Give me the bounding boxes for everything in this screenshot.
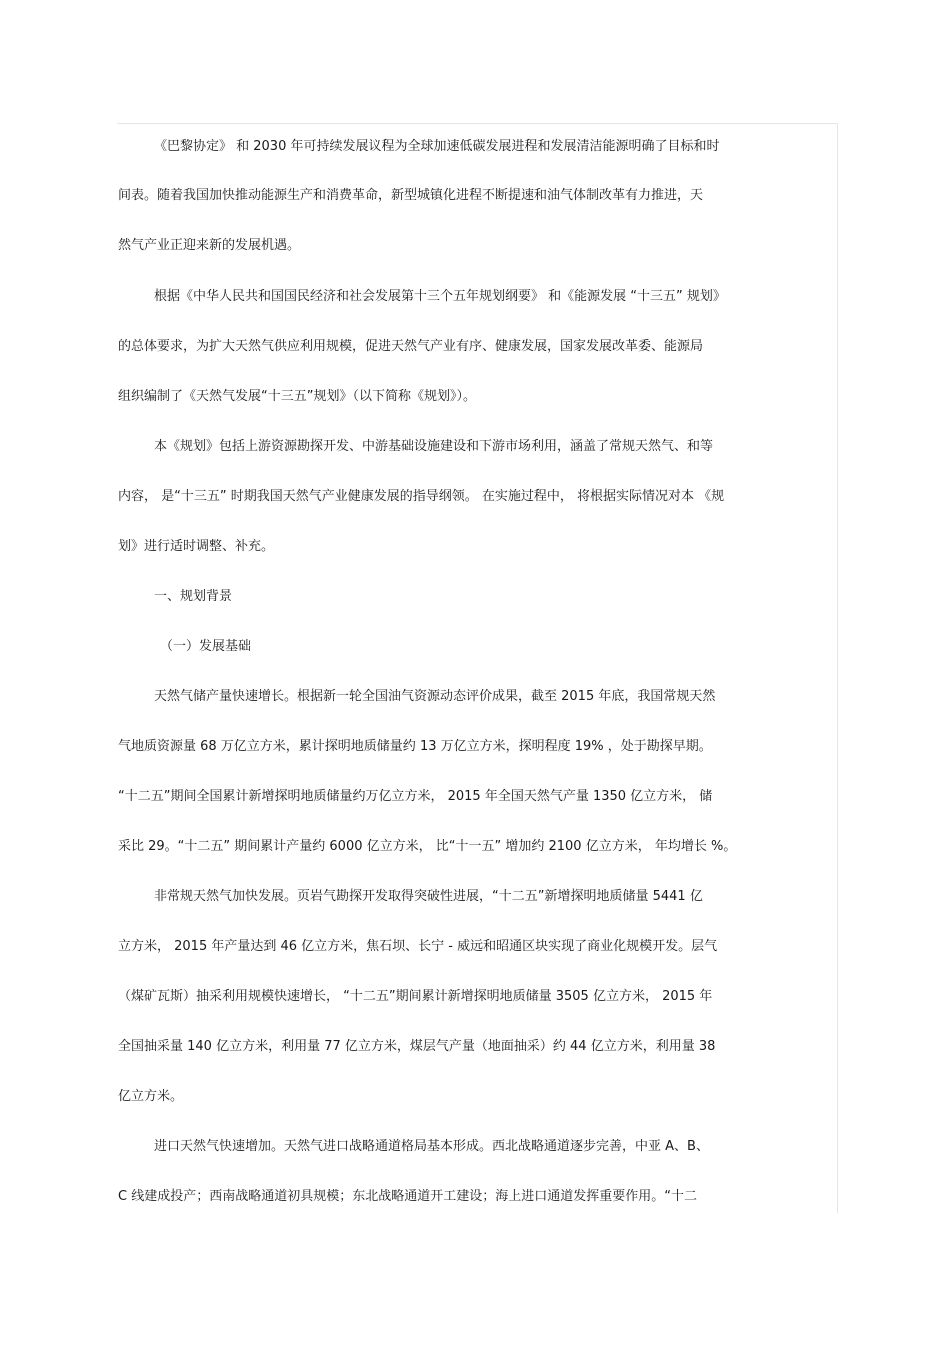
section-heading: 一、规划背景 (154, 589, 233, 604)
paragraph-1-line-1: 《巴黎协定》 和 2030 年可持续发展议程为全球加速低碳发展进程和发展清洁能源明确了目标和时 (154, 139, 720, 154)
paragraph-5-line-3: （煤矿瓦斯）抽采利用规模快速增长， “十二五”期间累计新增探明地质储量 3505 亿立方米， 2015 年 (118, 989, 713, 1004)
paragraph-5-line-2: 立方米， 2015 年产量达到 46 亿立方米，焦石坝、长宁 - 威远和昭通区块实现了商业化规模开发。层气 (118, 939, 718, 954)
paragraph-4-line-3: “十二五”期间全国累计新增探明地质储量约万亿立方米， 2015 年全国天然气产量 1350 亿立方米， 储 (118, 789, 713, 804)
paragraph-6-line-1: 进口天然气快速增加。天然气进口战略通道格局基本形成。西北战略通道逐步完善，中亚 A、B、 (154, 1139, 709, 1154)
paragraph-6-line-2: C 线建成投产；西南战略通道初具规模；东北战略通道开工建设；海上进口通道发挥重要作用。“十二 (118, 1189, 697, 1204)
paragraph-4-line-1: 天然气储产量快速增长。根据新一轮全国油气资源动态评价成果，截至 2015 年底，我国常规天然 (154, 689, 716, 704)
paragraph-3-line-1: 本《规划》包括上游资源勘探开发、中游基础设施建设和下游市场利用，涵盖了常规天然气、和等 (154, 439, 714, 454)
paragraph-3-line-3: 划》进行适时调整、补充。 (118, 539, 275, 554)
paragraph-2-line-1: 根据《中华人民共和国国民经济和社会发展第十三个五年规划纲要》 和《能源发展 “十三五” 规划》 (154, 289, 726, 304)
paragraph-4-line-4: 采比 29。“十二五” 期间累计产量约 6000 亿立方米， 比“十一五” 增加约 2100 亿立方米， 年均增长 %。 (118, 839, 737, 854)
paragraph-5-line-1: 非常规天然气加快发展。页岩气勘探开发取得突破性进展，“十二五”新增探明地质储量 5441 亿 (154, 889, 703, 904)
paragraph-1-line-3: 然气产业正迎来新的发展机遇。 (118, 238, 301, 253)
subsection-heading: （一）发展基础 (160, 639, 252, 654)
paragraph-5-line-4: 全国抽采量 140 亿立方米，利用量 77 亿立方米，煤层气产量（地面抽采）约 44 亿立方米，利用量 38 (118, 1039, 716, 1054)
paragraph-1-line-2: 间表。随着我国加快推动能源生产和消费革命，新型城镇化进程不断提速和油气体制改革有力推进，天 (118, 188, 704, 203)
paragraph-2-line-2: 的总体要求，为扩大天然气供应利用规模，促进天然气产业有序、健康发展，国家发展改革委、能源局 (118, 339, 704, 354)
paragraph-4-line-2: 气地质资源量 68 万亿立方米，累计探明地质储量约 13 万亿立方米，探明程度 19% ，处于勘探早期。 (118, 739, 712, 754)
paragraph-3-line-2: 内容， 是“十三五” 时期我国天然气产业健康发展的指导纲领。 在实施过程中， 将根据实际情况对本 《规 (118, 489, 725, 504)
paragraph-2-line-3: 组织编制了《天然气发展“十三五”规划》（以下简称《规划》）。 (118, 389, 476, 404)
paragraph-5-line-5: 亿立方米。 (118, 1089, 184, 1104)
